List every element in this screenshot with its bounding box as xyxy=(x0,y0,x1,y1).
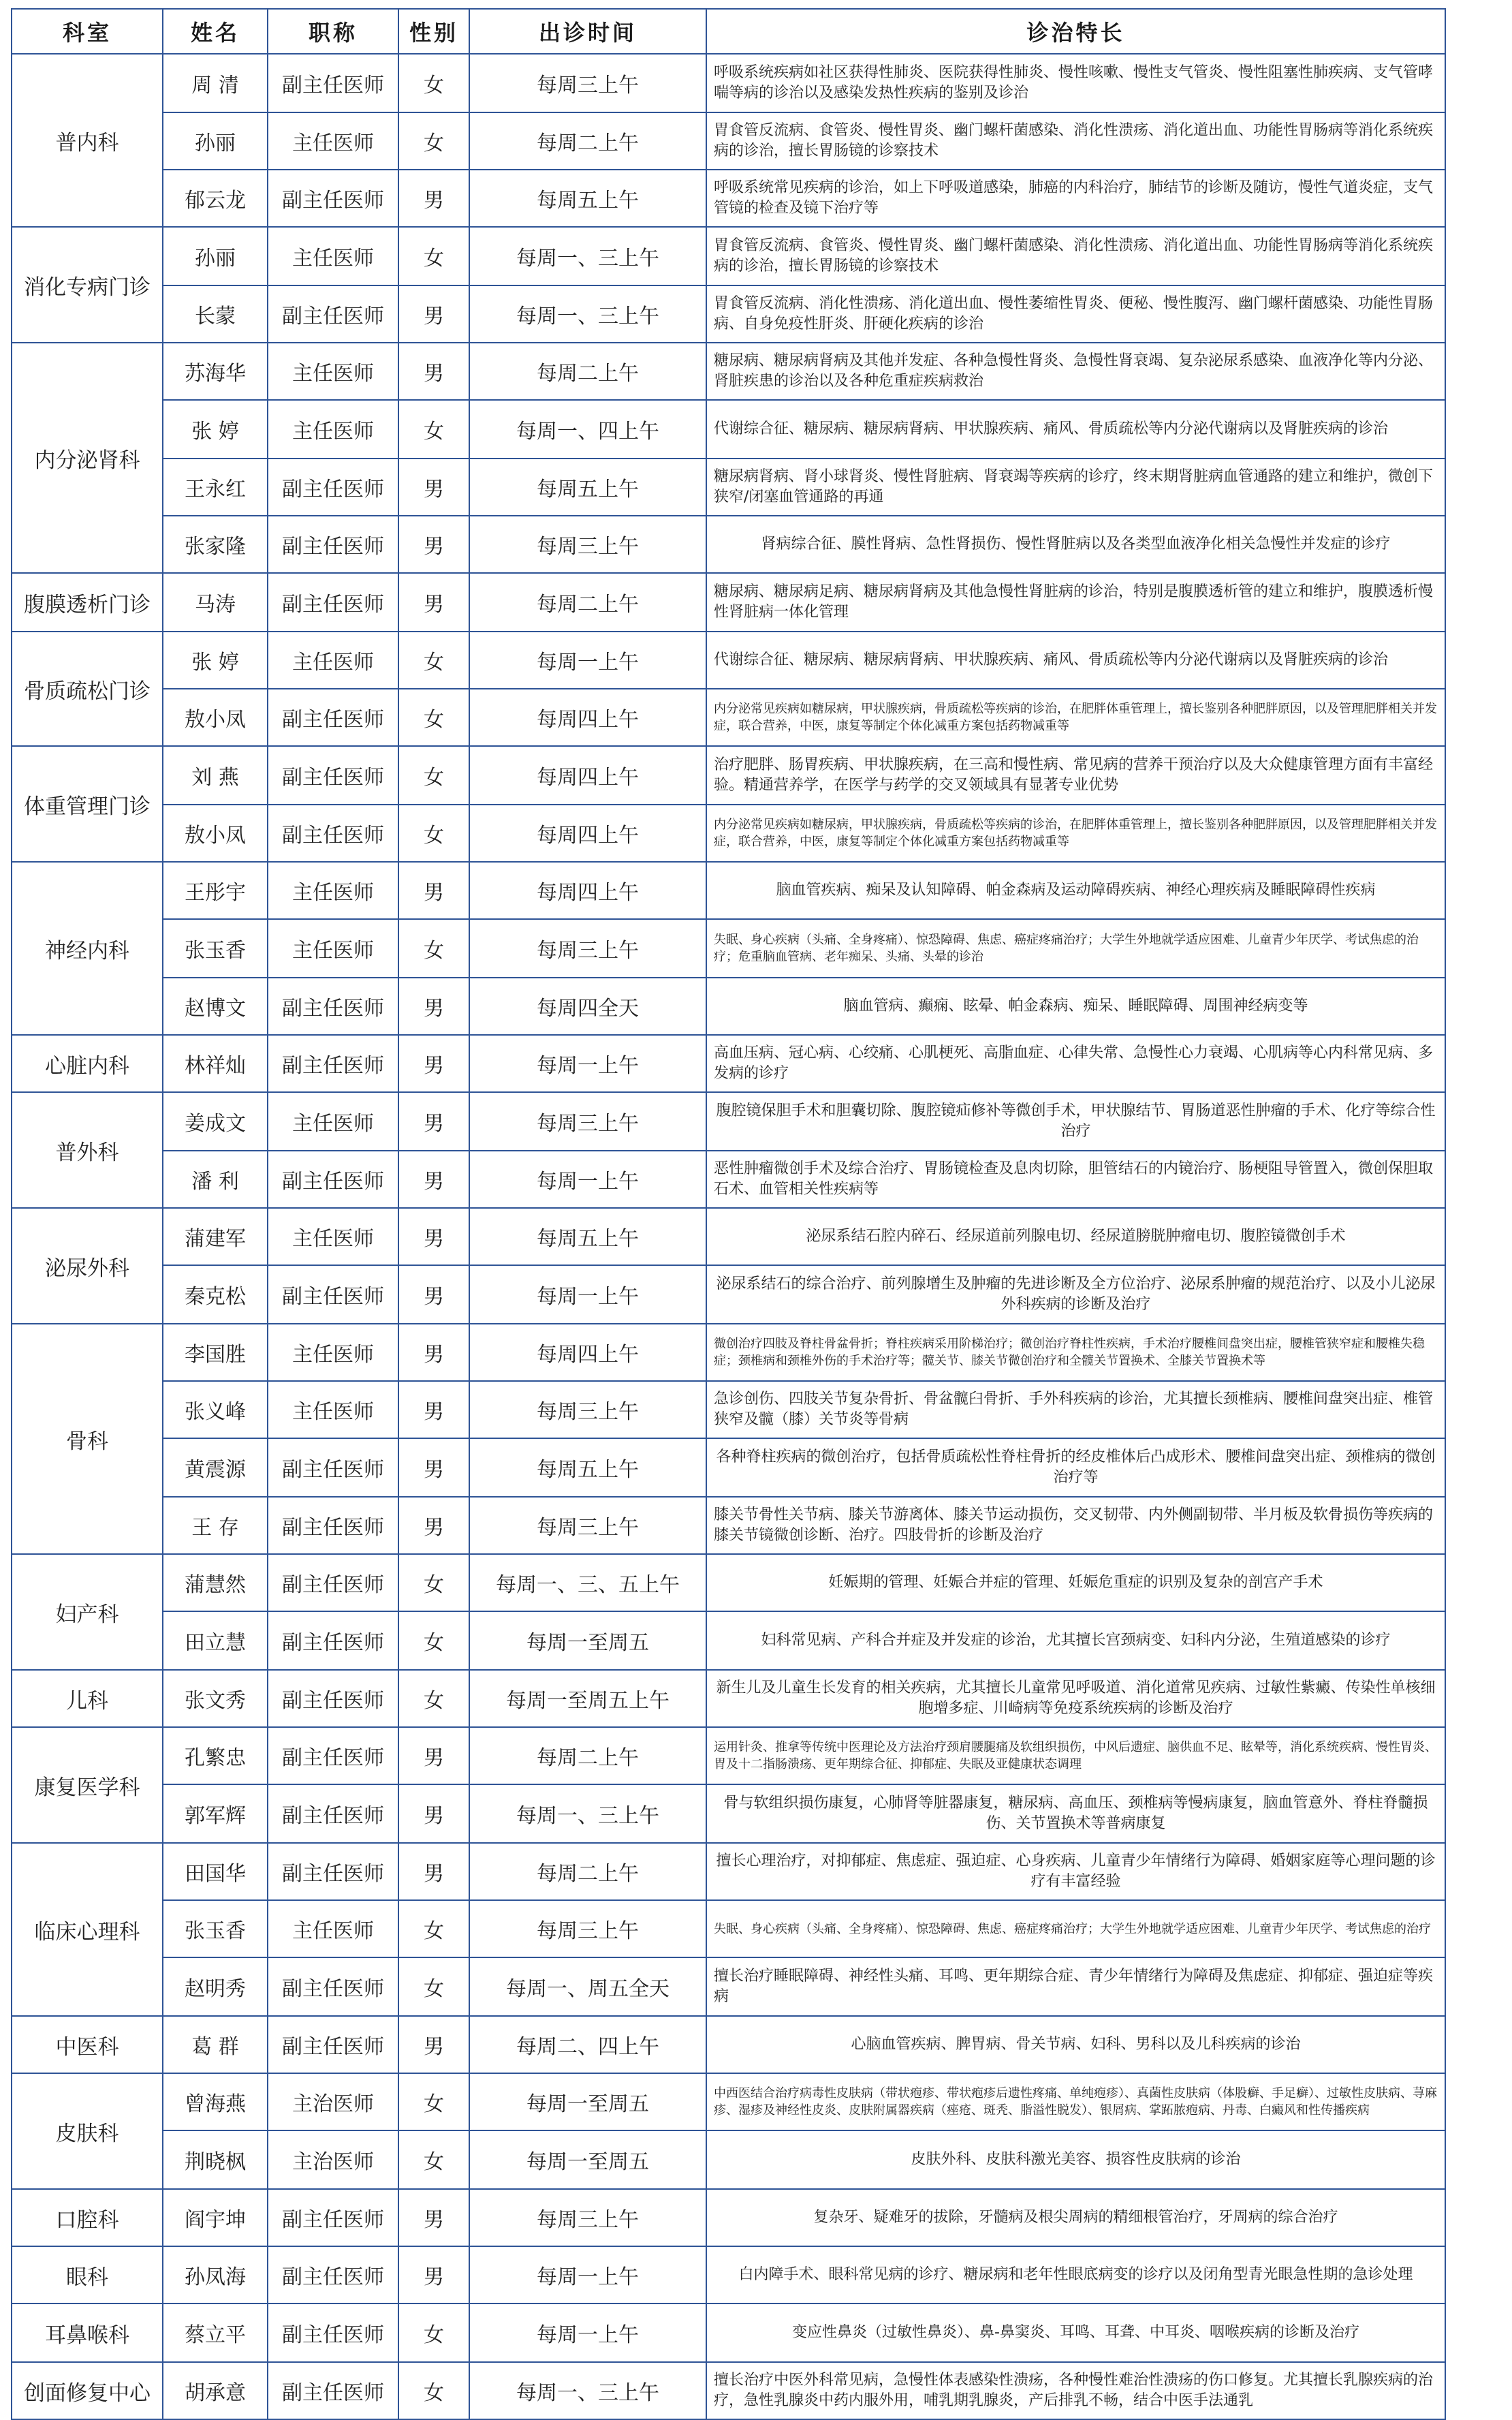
clinic-time-cell: 每周三上午 xyxy=(469,1497,706,1554)
sex-cell: 男 xyxy=(398,862,469,919)
title-cell: 副主任医师 xyxy=(268,1554,398,1611)
title-cell: 主任医师 xyxy=(268,400,398,459)
specialty-cell: 擅长心理治疗，对抑郁症、焦虑症、强迫症、心身疾病、儿童青少年情绪行为障碍、婚姻家庭等心理问题的诊疗有丰富经验 xyxy=(706,1843,1445,1900)
specialty-cell: 糖尿病、糖尿病肾病及其他并发症、各种急慢性肾炎、急慢性肾衰竭、复杂泌尿系感染、血液净化等内分泌、肾脏疾患的诊治以及各种危重症疾病救治 xyxy=(706,343,1445,400)
header-name: 姓名 xyxy=(163,9,268,54)
doctor-schedule-table xyxy=(11,8,1446,2420)
doctor-name-cell: 张 婷 xyxy=(163,632,268,689)
sex-cell: 男 xyxy=(398,1784,469,1843)
department-cell: 泌尿外科 xyxy=(12,1208,163,1324)
doctor-name-cell: 曾海燕 xyxy=(163,2073,268,2130)
doctor-name-cell: 孙丽 xyxy=(163,227,268,285)
doctor-name-cell: 田国华 xyxy=(163,1843,268,1900)
table-row xyxy=(12,2189,1445,2246)
sex-cell: 男 xyxy=(398,343,469,400)
department-cell: 骨质疏松门诊 xyxy=(12,632,163,746)
sex-cell: 女 xyxy=(398,400,469,459)
sex-cell: 女 xyxy=(398,2303,469,2362)
sex-cell: 女 xyxy=(398,1957,469,2016)
specialty-cell: 心脑血管疾病、脾胃病、骨关节病、妇科、男科以及儿科疾病的诊治 xyxy=(706,2016,1445,2073)
clinic-time-cell: 每周二上午 xyxy=(469,1843,706,1900)
specialty-cell: 胃食管反流病、食管炎、慢性胃炎、幽门螺杆菌感染、消化性溃疡、消化道出血、功能性胃肠病等消化系统疾病的诊治，擅长胃肠镜的诊察技术 xyxy=(706,112,1445,170)
schedule-body xyxy=(12,54,1445,2419)
title-cell: 副主任医师 xyxy=(268,1727,398,1784)
table-row xyxy=(12,1784,1445,1843)
clinic-time-cell: 每周一、三上午 xyxy=(469,227,706,285)
specialty-cell: 微创治疗四肢及脊柱骨盆骨折；脊柱疾病采用阶梯治疗；微创治疗脊柱性疾病，手术治疗腰椎间盘突出症，腰椎管狭窄症和腰椎失稳症；颈椎病和颈椎外伤的手术治疗等；髋关节、膝关节微创治疗和全髋关节置换术、全膝关节置换术等 xyxy=(706,1324,1445,1381)
sex-cell: 男 xyxy=(398,1035,469,1092)
department-cell: 腹膜透析门诊 xyxy=(12,573,163,632)
clinic-time-cell: 每周三上午 xyxy=(469,919,706,978)
specialty-cell: 胃食管反流病、食管炎、慢性胃炎、幽门螺杆菌感染、消化性溃疡、消化道出血、功能性胃肠病等消化系统疾病的诊治，擅长胃肠镜的诊察技术 xyxy=(706,227,1445,285)
sex-cell: 女 xyxy=(398,1554,469,1611)
specialty-cell: 肾病综合征、膜性肾病、急性肾损伤、慢性肾脏病以及各类型血液净化相关急慢性并发症的诊疗 xyxy=(706,516,1445,573)
doctor-name-cell: 林祥灿 xyxy=(163,1035,268,1092)
doctor-name-cell: 蔡立平 xyxy=(163,2303,268,2362)
table-row xyxy=(12,1324,1445,1381)
title-cell: 副主任医师 xyxy=(268,285,398,343)
doctor-name-cell: 郁云龙 xyxy=(163,170,268,227)
title-cell: 副主任医师 xyxy=(268,1957,398,2016)
doctor-name-cell: 孙凤海 xyxy=(163,2246,268,2303)
doctor-name-cell: 张家隆 xyxy=(163,516,268,573)
title-cell: 副主任医师 xyxy=(268,170,398,227)
sex-cell: 男 xyxy=(398,1438,469,1497)
title-cell: 副主任医师 xyxy=(268,54,398,112)
table-row xyxy=(12,2303,1445,2362)
title-cell: 副主任医师 xyxy=(268,1497,398,1554)
specialty-cell: 呼吸系统常见疾病的诊治，如上下呼吸道感染，肺癌的内科治疗，肺结节的诊断及随访，慢性气道炎症，支气管镜的检查及镜下治疗等 xyxy=(706,170,1445,227)
sex-cell: 男 xyxy=(398,1727,469,1784)
department-cell: 临床心理科 xyxy=(12,1843,163,2016)
clinic-time-cell: 每周一、三上午 xyxy=(469,2362,706,2419)
department-cell: 妇产科 xyxy=(12,1554,163,1670)
specialty-cell: 治疗肥胖、肠胃疾病、甲状腺疾病，在三高和慢性病、常见病的营养干预治疗以及大众健康管理方面有丰富经验。精通营养学，在医学与药学的交叉领域具有显著专业优势 xyxy=(706,746,1445,805)
department-cell: 体重管理门诊 xyxy=(12,746,163,862)
table-row xyxy=(12,1611,1445,1670)
table-row xyxy=(12,2016,1445,2073)
clinic-time-cell: 每周一、三、五上午 xyxy=(469,1554,706,1611)
clinic-time-cell: 每周五上午 xyxy=(469,1438,706,1497)
table-row xyxy=(12,632,1445,689)
title-cell: 副主任医师 xyxy=(268,2303,398,2362)
sex-cell: 男 xyxy=(398,1324,469,1381)
specialty-cell: 膝关节骨性关节病、膝关节游离体、膝关节运动损伤，交叉韧带、内外侧副韧带、半月板及软骨损伤等疾病的膝关节镜微创诊断、治疗。四肢骨折的诊断及治疗 xyxy=(706,1497,1445,1554)
clinic-time-cell: 每周二上午 xyxy=(469,573,706,632)
department-cell: 创面修复中心 xyxy=(12,2362,163,2419)
table-row xyxy=(12,2362,1445,2419)
table-row xyxy=(12,285,1445,343)
doctor-name-cell: 孙丽 xyxy=(163,112,268,170)
sex-cell: 男 xyxy=(398,1381,469,1438)
table-row xyxy=(12,1670,1445,1727)
doctor-name-cell: 胡承意 xyxy=(163,2362,268,2419)
specialty-cell: 骨与软组织损伤康复，心肺肾等脏器康复，糖尿病、高血压、颈椎病等慢病康复，脑血管意外、脊柱脊髓损伤、关节置换术等普病康复 xyxy=(706,1784,1445,1843)
doctor-name-cell: 敖小凤 xyxy=(163,689,268,746)
table-row xyxy=(12,1554,1445,1611)
doctor-name-cell: 蒲建军 xyxy=(163,1208,268,1265)
specialty-cell: 失眠、身心疾病（头痛、全身疼痛）、惊恐障碍、焦虑、癌症疼痛治疗；大学生外地就学适应困难、儿童青少年厌学、考试焦虑的治疗 xyxy=(706,1900,1445,1957)
header-row xyxy=(12,9,1445,54)
title-cell: 主任医师 xyxy=(268,862,398,919)
table-row xyxy=(12,1151,1445,1208)
doctor-name-cell: 敖小凤 xyxy=(163,805,268,862)
specialty-cell: 运用针灸、推拿等传统中医理论及方法治疗颈肩腰腿痛及软组织损伤，中风后遗症、脑供血不足、眩晕等，消化系统疾病、慢性胃炎、胃及十二指肠溃疡、更年期综合征、抑郁症、失眠及亚健康状态调理 xyxy=(706,1727,1445,1784)
table-row xyxy=(12,227,1445,285)
specialty-cell: 复杂牙、疑难牙的拔除，牙髓病及根尖周病的精细根管治疗，牙周病的综合治疗 xyxy=(706,2189,1445,2246)
title-cell: 副主任医师 xyxy=(268,1784,398,1843)
sex-cell: 男 xyxy=(398,2016,469,2073)
clinic-time-cell: 每周四上午 xyxy=(469,862,706,919)
specialty-cell: 腹腔镜保胆手术和胆囊切除、腹腔镜疝修补等微创手术，甲状腺结节、胃肠道恶性肿瘤的手术、化疗等综合性治疗 xyxy=(706,1092,1445,1151)
sex-cell: 女 xyxy=(398,632,469,689)
doctor-name-cell: 郭军辉 xyxy=(163,1784,268,1843)
specialty-cell: 代谢综合征、糖尿病、糖尿病肾病、甲状腺疾病、痛风、骨质疏松等内分泌代谢病以及肾脏疾病的诊治 xyxy=(706,632,1445,689)
header-department: 科室 xyxy=(12,9,163,54)
sex-cell: 女 xyxy=(398,689,469,746)
doctor-name-cell: 张义峰 xyxy=(163,1381,268,1438)
title-cell: 副主任医师 xyxy=(268,1151,398,1208)
clinic-time-cell: 每周一上午 xyxy=(469,2303,706,2362)
table-row xyxy=(12,1957,1445,2016)
title-cell: 副主任医师 xyxy=(268,1438,398,1497)
header-title: 职称 xyxy=(268,9,398,54)
table-row xyxy=(12,919,1445,978)
specialty-cell: 胃食管反流病、消化性溃疡、消化道出血、慢性萎缩性胃炎、便秘、慢性腹泻、幽门螺杆菌感染、功能性胃肠病、自身免疫性肝炎、肝硬化疾病的诊治 xyxy=(706,285,1445,343)
sex-cell: 男 xyxy=(398,1208,469,1265)
doctor-name-cell: 张玉香 xyxy=(163,919,268,978)
doctor-name-cell: 张文秀 xyxy=(163,1670,268,1727)
title-cell: 主任医师 xyxy=(268,1900,398,1957)
title-cell: 副主任医师 xyxy=(268,2246,398,2303)
sex-cell: 女 xyxy=(398,805,469,862)
clinic-time-cell: 每周一至周五 xyxy=(469,2073,706,2130)
title-cell: 副主任医师 xyxy=(268,2362,398,2419)
header-sex: 性别 xyxy=(398,9,469,54)
sex-cell: 男 xyxy=(398,1843,469,1900)
sex-cell: 女 xyxy=(398,54,469,112)
table-row xyxy=(12,1035,1445,1092)
clinic-time-cell: 每周一上午 xyxy=(469,2246,706,2303)
title-cell: 副主任医师 xyxy=(268,1670,398,1727)
table-row xyxy=(12,689,1445,746)
department-cell: 皮肤科 xyxy=(12,2073,163,2189)
header-clinic-time: 出诊时间 xyxy=(469,9,706,54)
clinic-time-cell: 每周二上午 xyxy=(469,1727,706,1784)
doctor-name-cell: 阎宇坤 xyxy=(163,2189,268,2246)
title-cell: 主任医师 xyxy=(268,343,398,400)
title-cell: 主任医师 xyxy=(268,1381,398,1438)
table-row xyxy=(12,1208,1445,1265)
specialty-cell: 泌尿系结石腔内碎石、经尿道前列腺电切、经尿道膀胱肿瘤电切、腹腔镜微创手术 xyxy=(706,1208,1445,1265)
clinic-time-cell: 每周一上午 xyxy=(469,1265,706,1324)
table-row xyxy=(12,805,1445,862)
specialty-cell: 失眠、身心疾病（头痛、全身疼痛）、惊恐障碍、焦虑、癌症疼痛治疗；大学生外地就学适应困难、儿童青少年厌学、考试焦虑的治疗；危重脑血管病、老年痴呆、头痛、头晕的诊治 xyxy=(706,919,1445,978)
department-cell: 中医科 xyxy=(12,2016,163,2073)
doctor-name-cell: 苏海华 xyxy=(163,343,268,400)
table-row xyxy=(12,2130,1445,2189)
clinic-time-cell: 每周四上午 xyxy=(469,689,706,746)
specialty-cell: 脑血管疾病、痴呆及认知障碍、帕金森病及运动障碍疾病、神经心理疾病及睡眠障碍性疾病 xyxy=(706,862,1445,919)
title-cell: 主任医师 xyxy=(268,227,398,285)
title-cell: 副主任医师 xyxy=(268,1035,398,1092)
sex-cell: 男 xyxy=(398,1497,469,1554)
doctor-name-cell: 李国胜 xyxy=(163,1324,268,1381)
department-cell: 儿科 xyxy=(12,1670,163,1727)
title-cell: 主任医师 xyxy=(268,632,398,689)
department-cell: 口腔科 xyxy=(12,2189,163,2246)
sex-cell: 女 xyxy=(398,919,469,978)
title-cell: 副主任医师 xyxy=(268,516,398,573)
specialty-cell: 恶性肿瘤微创手术及综合治疗、胃肠镜检查及息肉切除，胆管结石的内镜治疗、肠梗阻导管置入，微创保胆取石术、血管相关性疾病等 xyxy=(706,1151,1445,1208)
clinic-time-cell: 每周五上午 xyxy=(469,459,706,516)
specialty-cell: 中西医结合治疗病毒性皮肤病（带状疱疹、带状疱疹后遗性疼痛、单纯疱疹）、真菌性皮肤病（体股癣、手足癣）、过敏性皮肤病、荨麻疹、湿疹及神经性皮炎、皮肤附属器疾病（痤疮、斑秃、脂溢性脱发）、银屑病、掌跖脓疱病、丹毒、白癜风和性传播疾病 xyxy=(706,2073,1445,2130)
clinic-time-cell: 每周一至周五 xyxy=(469,2130,706,2189)
department-cell: 耳鼻喉科 xyxy=(12,2303,163,2362)
clinic-time-cell: 每周三上午 xyxy=(469,1381,706,1438)
doctor-name-cell: 张 婷 xyxy=(163,400,268,459)
doctor-name-cell: 赵博文 xyxy=(163,978,268,1035)
clinic-time-cell: 每周三上午 xyxy=(469,1900,706,1957)
specialty-cell: 代谢综合征、糖尿病、糖尿病肾病、甲状腺疾病、痛风、骨质疏松等内分泌代谢病以及肾脏疾病的诊治 xyxy=(706,400,1445,459)
clinic-time-cell: 每周五上午 xyxy=(469,1208,706,1265)
title-cell: 副主任医师 xyxy=(268,1611,398,1670)
clinic-time-cell: 每周一上午 xyxy=(469,632,706,689)
clinic-time-cell: 每周二上午 xyxy=(469,343,706,400)
specialty-cell: 脑血管病、癫痫、眩晕、帕金森病、痴呆、睡眠障碍、周围神经病变等 xyxy=(706,978,1445,1035)
doctor-name-cell: 马涛 xyxy=(163,573,268,632)
sex-cell: 女 xyxy=(398,1900,469,1957)
title-cell: 主治医师 xyxy=(268,2073,398,2130)
clinic-time-cell: 每周三上午 xyxy=(469,516,706,573)
table-row xyxy=(12,978,1445,1035)
table-row xyxy=(12,573,1445,632)
clinic-time-cell: 每周二上午 xyxy=(469,112,706,170)
doctor-name-cell: 葛 群 xyxy=(163,2016,268,2073)
department-cell: 神经内科 xyxy=(12,862,163,1035)
table-row xyxy=(12,862,1445,919)
clinic-time-cell: 每周五上午 xyxy=(469,170,706,227)
sex-cell: 男 xyxy=(398,459,469,516)
table-row xyxy=(12,170,1445,227)
specialty-cell: 糖尿病、糖尿病足病、糖尿病肾病及其他急慢性肾脏病的诊治，特别是腹膜透析管的建立和维护，腹膜透析慢性肾脏病一体化管理 xyxy=(706,573,1445,632)
department-cell: 眼科 xyxy=(12,2246,163,2303)
sex-cell: 女 xyxy=(398,1611,469,1670)
sex-cell: 女 xyxy=(398,1670,469,1727)
clinic-time-cell: 每周四上午 xyxy=(469,1324,706,1381)
sex-cell: 女 xyxy=(398,2362,469,2419)
sex-cell: 女 xyxy=(398,746,469,805)
doctor-name-cell: 孔繁忠 xyxy=(163,1727,268,1784)
title-cell: 副主任医师 xyxy=(268,978,398,1035)
sex-cell: 男 xyxy=(398,1265,469,1324)
table-row xyxy=(12,516,1445,573)
table-row xyxy=(12,1438,1445,1497)
clinic-time-cell: 每周一、四上午 xyxy=(469,400,706,459)
clinic-time-cell: 每周一至周五上午 xyxy=(469,1670,706,1727)
title-cell: 副主任医师 xyxy=(268,805,398,862)
doctor-name-cell: 张玉香 xyxy=(163,1900,268,1957)
sex-cell: 男 xyxy=(398,1151,469,1208)
table-row xyxy=(12,343,1445,400)
table-row xyxy=(12,112,1445,170)
department-cell: 内分泌肾科 xyxy=(12,343,163,573)
doctor-name-cell: 秦克松 xyxy=(163,1265,268,1324)
specialty-cell: 急诊创伤、四肢关节复杂骨折、骨盆髋臼骨折、手外科疾病的诊治，尤其擅长颈椎病、腰椎间盘突出症、椎管狭窄及髋（膝）关节炎等骨病 xyxy=(706,1381,1445,1438)
doctor-name-cell: 周 清 xyxy=(163,54,268,112)
doctor-name-cell: 田立慧 xyxy=(163,1611,268,1670)
sex-cell: 女 xyxy=(398,2073,469,2130)
clinic-time-cell: 每周三上午 xyxy=(469,54,706,112)
title-cell: 副主任医师 xyxy=(268,1843,398,1900)
table-row xyxy=(12,1381,1445,1438)
specialty-cell: 糖尿病肾病、肾小球肾炎、慢性肾脏病、肾衰竭等疾病的诊疗，终末期肾脏病血管通路的建立和维护，微创下狭窄/闭塞血管通路的再通 xyxy=(706,459,1445,516)
doctor-name-cell: 荆晓枫 xyxy=(163,2130,268,2189)
doctor-name-cell: 长蒙 xyxy=(163,285,268,343)
doctor-name-cell: 潘 利 xyxy=(163,1151,268,1208)
table-row xyxy=(12,1265,1445,1324)
specialty-cell: 各种脊柱疾病的微创治疗，包括骨质疏松性脊柱骨折的经皮椎体后凸成形术、腰椎间盘突出症、颈椎病的微创治疗等 xyxy=(706,1438,1445,1497)
sex-cell: 男 xyxy=(398,573,469,632)
title-cell: 副主任医师 xyxy=(268,573,398,632)
clinic-time-cell: 每周一、周五全天 xyxy=(469,1957,706,2016)
clinic-time-cell: 每周三上午 xyxy=(469,2189,706,2246)
title-cell: 副主任医师 xyxy=(268,1265,398,1324)
specialty-cell: 擅长治疗睡眠障碍、神经性头痛、耳鸣、更年期综合症、青少年情绪行为障碍及焦虑症、抑郁症、强迫症等疾病 xyxy=(706,1957,1445,2016)
table-row xyxy=(12,746,1445,805)
specialty-cell: 擅长治疗中医外科常见病，急慢性体表感染性溃疡，各种慢性难治性溃疡的伤口修复。尤其擅长乳腺疾病的治疗，急性乳腺炎中药内服外用，哺乳期乳腺炎，产后排乳不畅，结合中医手法通乳 xyxy=(706,2362,1445,2419)
clinic-time-cell: 每周三上午 xyxy=(469,1092,706,1151)
clinic-time-cell: 每周一至周五 xyxy=(469,1611,706,1670)
doctor-name-cell: 姜成文 xyxy=(163,1092,268,1151)
table-row xyxy=(12,1092,1445,1151)
department-cell: 普外科 xyxy=(12,1092,163,1208)
title-cell: 副主任医师 xyxy=(268,2189,398,2246)
specialty-cell: 内分泌常见疾病如糖尿病，甲状腺疾病，骨质疏松等疾病的诊治，在肥胖体重管理上，擅长鉴别各种肥胖原因，以及管理肥胖相关并发症，联合营养，中医，康复等制定个体化减重方案包括药物减重等 xyxy=(706,689,1445,746)
title-cell: 主任医师 xyxy=(268,1092,398,1151)
sex-cell: 男 xyxy=(398,978,469,1035)
doctor-name-cell: 刘 燕 xyxy=(163,746,268,805)
header-specialty: 诊治特长 xyxy=(706,9,1445,54)
sex-cell: 男 xyxy=(398,170,469,227)
table-row xyxy=(12,1900,1445,1957)
clinic-time-cell: 每周四上午 xyxy=(469,805,706,862)
table-row xyxy=(12,1843,1445,1900)
table-row xyxy=(12,1727,1445,1784)
doctor-name-cell: 王 存 xyxy=(163,1497,268,1554)
title-cell: 副主任医师 xyxy=(268,459,398,516)
title-cell: 主任医师 xyxy=(268,1324,398,1381)
specialty-cell: 妇科常见病、产科合并症及并发症的诊治，尤其擅长宫颈病变、妇科内分泌，生殖道感染的诊疗 xyxy=(706,1611,1445,1670)
table-row xyxy=(12,54,1445,112)
doctor-name-cell: 黄震源 xyxy=(163,1438,268,1497)
specialty-cell: 内分泌常见疾病如糖尿病，甲状腺疾病，骨质疏松等疾病的诊治，在肥胖体重管理上，擅长鉴别各种肥胖原因，以及管理肥胖相关并发症，联合营养，中医，康复等制定个体化减重方案包括药物减重等 xyxy=(706,805,1445,862)
sex-cell: 女 xyxy=(398,2130,469,2189)
table-row xyxy=(12,400,1445,459)
department-cell: 骨科 xyxy=(12,1324,163,1554)
department-cell: 消化专病门诊 xyxy=(12,227,163,343)
specialty-cell: 皮肤外科、皮肤科激光美容、损容性皮肤病的诊治 xyxy=(706,2130,1445,2189)
sex-cell: 男 xyxy=(398,516,469,573)
specialty-cell: 白内障手术、眼科常见病的诊疗、糖尿病和老年性眼底病变的诊疗以及闭角型青光眼急性期的急诊处理 xyxy=(706,2246,1445,2303)
table-row xyxy=(12,1497,1445,1554)
specialty-cell: 高血压病、冠心病、心绞痛、心肌梗死、高脂血症、心律失常、急慢性心力衰竭、心肌病等心内科常见病、多发病的诊疗 xyxy=(706,1035,1445,1092)
table-row xyxy=(12,2246,1445,2303)
clinic-time-cell: 每周四上午 xyxy=(469,746,706,805)
specialty-cell: 泌尿系结石的综合治疗、前列腺增生及肿瘤的先进诊断及全方位治疗、泌尿系肿瘤的规范治疗、以及小儿泌尿外科疾病的诊断及治疗 xyxy=(706,1265,1445,1324)
department-cell: 康复医学科 xyxy=(12,1727,163,1843)
specialty-cell: 变应性鼻炎（过敏性鼻炎）、鼻-鼻窦炎、耳鸣、耳聋、中耳炎、咽喉疾病的诊断及治疗 xyxy=(706,2303,1445,2362)
doctor-name-cell: 王永红 xyxy=(163,459,268,516)
table-row xyxy=(12,2073,1445,2130)
specialty-cell: 呼吸系统疾病如社区获得性肺炎、医院获得性肺炎、慢性咳嗽、慢性支气管炎、慢性阻塞性肺疾病、支气管哮喘等病的诊治以及感染发热性疾病的鉴别及诊治 xyxy=(706,54,1445,112)
clinic-time-cell: 每周四全天 xyxy=(469,978,706,1035)
table-row xyxy=(12,459,1445,516)
title-cell: 主任医师 xyxy=(268,112,398,170)
title-cell: 主任医师 xyxy=(268,919,398,978)
specialty-cell: 妊娠期的管理、妊娠合并症的管理、妊娠危重症的识别及复杂的剖宫产手术 xyxy=(706,1554,1445,1611)
department-cell: 普内科 xyxy=(12,54,163,227)
title-cell: 主治医师 xyxy=(268,2130,398,2189)
clinic-time-cell: 每周一上午 xyxy=(469,1151,706,1208)
doctor-name-cell: 王彤宇 xyxy=(163,862,268,919)
clinic-time-cell: 每周一上午 xyxy=(469,1035,706,1092)
clinic-time-cell: 每周二、四上午 xyxy=(469,2016,706,2073)
sex-cell: 女 xyxy=(398,112,469,170)
title-cell: 副主任医师 xyxy=(268,746,398,805)
sex-cell: 男 xyxy=(398,2246,469,2303)
title-cell: 副主任医师 xyxy=(268,2016,398,2073)
department-cell: 心脏内科 xyxy=(12,1035,163,1092)
sex-cell: 男 xyxy=(398,285,469,343)
specialty-cell: 新生儿及儿童生长发育的相关疾病，尤其擅长儿童常见呼吸道、消化道常见疾病、过敏性紫癜、传染性单核细胞增多症、川崎病等免疫系统疾病的诊断及治疗 xyxy=(706,1670,1445,1727)
sex-cell: 男 xyxy=(398,2189,469,2246)
doctor-name-cell: 蒲慧然 xyxy=(163,1554,268,1611)
title-cell: 主任医师 xyxy=(268,1208,398,1265)
sex-cell: 女 xyxy=(398,227,469,285)
sex-cell: 男 xyxy=(398,1092,469,1151)
clinic-time-cell: 每周一、三上午 xyxy=(469,1784,706,1843)
clinic-time-cell: 每周一、三上午 xyxy=(469,285,706,343)
title-cell: 副主任医师 xyxy=(268,689,398,746)
doctor-name-cell: 赵明秀 xyxy=(163,1957,268,2016)
